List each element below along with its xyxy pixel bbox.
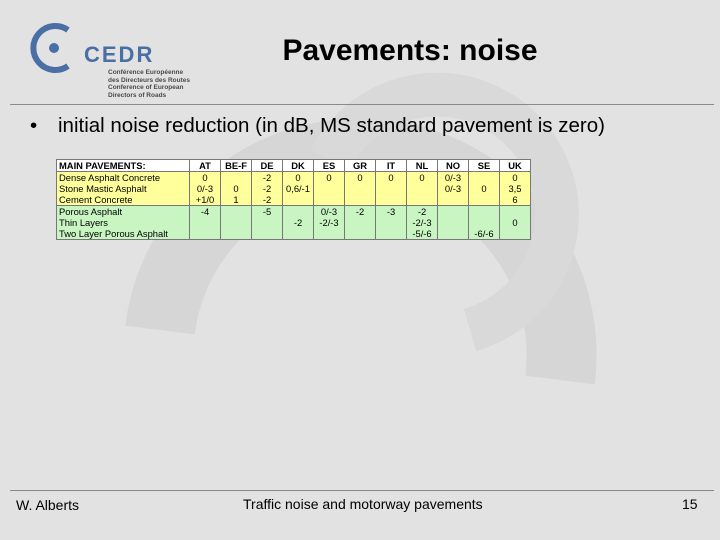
noise-value-cell [283, 194, 314, 206]
table-header: DE [252, 160, 283, 172]
pavement-name-cell: Thin Layers [57, 217, 190, 228]
pavement-name-cell: Stone Mastic Asphalt [57, 183, 190, 194]
noise-value-cell: -2 [252, 183, 283, 194]
noise-value-cell [500, 206, 531, 218]
table-header: BE-F [221, 160, 252, 172]
page-number: 15 [682, 496, 698, 512]
noise-value-cell [407, 194, 438, 206]
noise-value-cell [221, 217, 252, 228]
noise-value-cell [314, 194, 345, 206]
table-header: MAIN PAVEMENTS: [57, 160, 190, 172]
noise-value-cell [252, 217, 283, 228]
noise-value-cell [314, 228, 345, 240]
dense-pavements-group [57, 172, 531, 206]
table-header: ES [314, 160, 345, 172]
footer-author: W. Alberts [16, 497, 80, 513]
noise-value-cell: 0 [314, 172, 345, 184]
noise-value-cell: -2 [283, 217, 314, 228]
noise-value-cell [438, 228, 469, 240]
noise-reduction-table [56, 159, 531, 240]
table-row [57, 206, 531, 218]
header-divider [10, 104, 714, 105]
noise-value-cell: 3,5 [500, 183, 531, 194]
noise-value-cell [469, 172, 500, 184]
noise-value-cell: 1 [221, 194, 252, 206]
table-header: DK [283, 160, 314, 172]
noise-value-cell: -2 [407, 206, 438, 218]
cedr-logo [24, 18, 191, 99]
cedr-logo-name: CEDR [84, 42, 155, 67]
footer-subject: Traffic noise and motorway pavements [243, 496, 483, 512]
porous-pavements-group [57, 206, 531, 240]
noise-value-cell: -3 [376, 206, 407, 218]
noise-value-cell: -2 [252, 194, 283, 206]
table-header: GR [345, 160, 376, 172]
noise-value-cell: 0 [190, 172, 221, 184]
bullet-icon: • [30, 114, 38, 137]
noise-value-cell [345, 194, 376, 206]
noise-value-cell: -6/-6 [469, 228, 500, 240]
noise-value-cell [376, 228, 407, 240]
noise-value-cell [469, 217, 500, 228]
noise-value-cell [314, 183, 345, 194]
noise-value-cell: 0 [469, 183, 500, 194]
noise-value-cell [469, 194, 500, 206]
noise-value-cell: -2/-3 [407, 217, 438, 228]
noise-value-cell: 0,6/-1 [283, 183, 314, 194]
table-header: IT [376, 160, 407, 172]
noise-value-cell: 0 [407, 172, 438, 184]
noise-value-cell: 0 [221, 183, 252, 194]
table-row [57, 194, 531, 206]
noise-value-cell [283, 228, 314, 240]
noise-value-cell: -2 [252, 172, 283, 184]
logo-line: Directors of Roads [108, 91, 167, 99]
noise-value-cell [345, 217, 376, 228]
noise-value-cell: -5 [252, 206, 283, 218]
noise-value-cell [221, 172, 252, 184]
noise-value-cell [252, 228, 283, 240]
footer-divider [10, 490, 714, 491]
logo-line: Conference of European [108, 84, 184, 91]
table-header: UK [500, 160, 531, 172]
logo-line: Conférence Européenne [108, 69, 184, 76]
noise-value-cell: 0/-3 [190, 183, 221, 194]
noise-value-cell: 6 [500, 194, 531, 206]
pavement-name-cell: Two Layer Porous Asphalt [57, 228, 190, 240]
table-row [57, 217, 531, 228]
noise-value-cell [407, 183, 438, 194]
noise-value-cell: 0 [345, 172, 376, 184]
noise-value-cell [469, 206, 500, 218]
logo-line: des Directeurs des Routes [108, 76, 191, 84]
table-header: NO [438, 160, 469, 172]
noise-value-cell: 0 [283, 172, 314, 184]
cedr-logo-subtitle [108, 69, 200, 99]
noise-value-cell [376, 194, 407, 206]
noise-value-cell [438, 206, 469, 218]
bullet-point [30, 114, 605, 138]
slide-title: Pavements: noise [282, 34, 538, 67]
noise-value-cell [283, 206, 314, 218]
noise-value-cell [190, 228, 221, 240]
pavement-name-cell: Cement Concrete [57, 194, 190, 206]
noise-value-cell: 0 [500, 217, 531, 228]
noise-value-cell [345, 183, 376, 194]
bullet-text: initial noise reduction (in dB, MS standard pavement is zero) [58, 114, 605, 137]
table-row [57, 183, 531, 194]
noise-value-cell [190, 217, 221, 228]
cedr-logo-icon [24, 18, 84, 78]
noise-value-cell: 0 [500, 172, 531, 184]
noise-value-cell [376, 183, 407, 194]
noise-value-cell [376, 217, 407, 228]
noise-value-cell: -2 [345, 206, 376, 218]
noise-value-cell: -5/-6 [407, 228, 438, 240]
table-row [57, 228, 531, 240]
noise-value-cell: -2/-3 [314, 217, 345, 228]
noise-value-cell [438, 194, 469, 206]
table-header: SE [469, 160, 500, 172]
table-header-row [57, 160, 531, 172]
noise-value-cell [438, 217, 469, 228]
pavement-name-cell: Dense Asphalt Concrete [57, 172, 190, 184]
noise-value-cell: +1/0 [190, 194, 221, 206]
noise-value-cell [500, 228, 531, 240]
table-row [57, 172, 531, 184]
noise-value-cell: 0/-3 [314, 206, 345, 218]
noise-value-cell: 0 [376, 172, 407, 184]
noise-value-cell [345, 228, 376, 240]
noise-value-cell: 0/-3 [438, 183, 469, 194]
pavement-name-cell: Porous Asphalt [57, 206, 190, 218]
table-header: AT [190, 160, 221, 172]
noise-value-cell [221, 206, 252, 218]
noise-value-cell [221, 228, 252, 240]
table-header: NL [407, 160, 438, 172]
noise-value-cell: -4 [190, 206, 221, 218]
noise-value-cell: 0/-3 [438, 172, 469, 184]
